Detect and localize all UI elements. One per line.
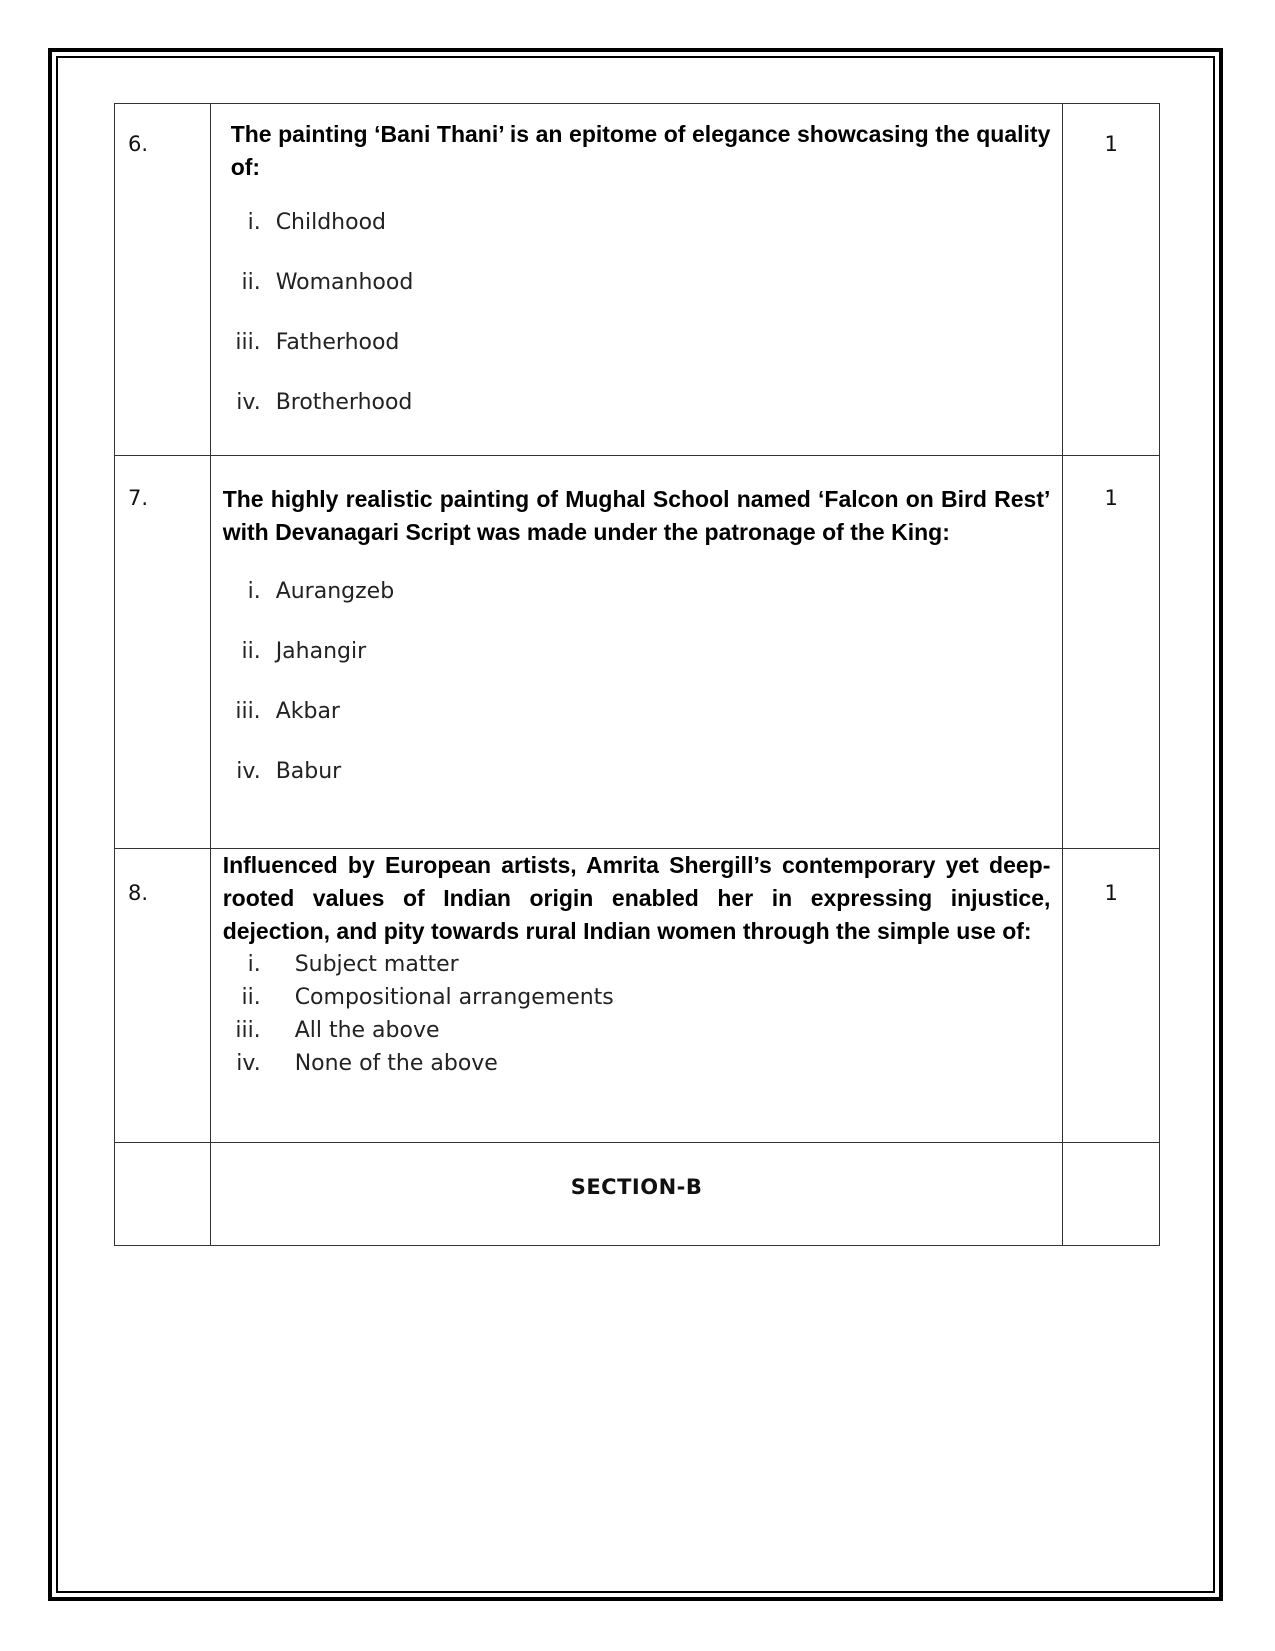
option-numeral: iii. bbox=[235, 330, 261, 355]
question-row-6 bbox=[115, 104, 1160, 456]
option-numeral: ii. bbox=[241, 270, 261, 295]
option-item bbox=[211, 699, 1063, 759]
question-text: The painting ‘Bani Thani’ is an epitome of elegance showcasing the quality of: bbox=[230, 121, 1051, 180]
section-heading: SECTION-B bbox=[570, 1175, 703, 1199]
option-item bbox=[211, 948, 1063, 981]
option-text: Compositional arrangements bbox=[294, 985, 614, 1010]
option-text: All the above bbox=[294, 1018, 440, 1043]
section-row bbox=[115, 1143, 1160, 1246]
marks-cell bbox=[1063, 456, 1160, 849]
question-number-cell bbox=[115, 456, 211, 849]
option-text: Subject matter bbox=[294, 952, 459, 977]
question-row-8 bbox=[115, 849, 1160, 1143]
question-cell bbox=[210, 104, 1063, 456]
option-text: Jahangir bbox=[275, 639, 367, 664]
question-cell bbox=[210, 849, 1063, 1143]
option-item bbox=[211, 981, 1063, 1014]
empty-cell bbox=[115, 1143, 211, 1246]
option-numeral: ii. bbox=[241, 985, 261, 1010]
question-text: The highly realistic painting of Mughal School named ‘Falcon on Bird Rest’ with Devanagari Script was made under the patronage of the King: bbox=[222, 486, 1051, 545]
option-item bbox=[211, 390, 1063, 430]
option-list bbox=[211, 948, 1063, 1080]
question-text: Influenced by European artists, Amrita Shergill’s contemporary yet deep-rooted values of Indian origin enabled her in expressing injustice, dejection, and pity towards rural Indian women through the simple use of: bbox=[222, 852, 1051, 944]
question-number: 8. bbox=[128, 881, 149, 905]
question-table bbox=[114, 103, 1160, 1246]
option-numeral: i. bbox=[247, 579, 261, 604]
marks-value: 1 bbox=[1104, 486, 1118, 510]
option-text: Brotherhood bbox=[275, 390, 413, 415]
option-list bbox=[211, 210, 1063, 430]
option-numeral: iii. bbox=[235, 1018, 261, 1043]
option-numeral: iii. bbox=[235, 699, 261, 724]
option-text: None of the above bbox=[294, 1051, 498, 1076]
option-numeral: iv. bbox=[236, 390, 261, 415]
option-item bbox=[211, 759, 1063, 799]
marks-value: 1 bbox=[1104, 881, 1118, 905]
marks-cell bbox=[1063, 104, 1160, 456]
question-number-cell bbox=[115, 104, 211, 456]
question-number: 7. bbox=[128, 486, 149, 510]
option-item bbox=[211, 1014, 1063, 1047]
option-numeral: ii. bbox=[241, 639, 261, 664]
option-item bbox=[211, 330, 1063, 390]
option-text: Aurangzeb bbox=[275, 579, 395, 604]
option-text: Akbar bbox=[275, 699, 340, 724]
marks-cell bbox=[1063, 849, 1160, 1143]
option-text: Childhood bbox=[275, 210, 387, 235]
marks-value: 1 bbox=[1104, 132, 1118, 156]
option-item bbox=[211, 210, 1063, 270]
option-list bbox=[211, 579, 1063, 799]
option-item bbox=[211, 1047, 1063, 1080]
question-number: 6. bbox=[128, 132, 149, 156]
option-text: Babur bbox=[275, 759, 342, 784]
option-item bbox=[211, 270, 1063, 330]
option-numeral: i. bbox=[247, 952, 261, 977]
section-cell bbox=[210, 1143, 1063, 1246]
question-row-7 bbox=[115, 456, 1160, 849]
question-number-cell bbox=[115, 849, 211, 1143]
option-numeral: iv. bbox=[236, 1051, 261, 1076]
option-numeral: i. bbox=[247, 210, 261, 235]
option-item bbox=[211, 579, 1063, 639]
option-numeral: iv. bbox=[236, 759, 261, 784]
option-text: Fatherhood bbox=[275, 330, 400, 355]
option-text: Womanhood bbox=[275, 270, 414, 295]
empty-cell bbox=[1063, 1143, 1160, 1246]
question-cell bbox=[210, 456, 1063, 849]
option-item bbox=[211, 639, 1063, 699]
